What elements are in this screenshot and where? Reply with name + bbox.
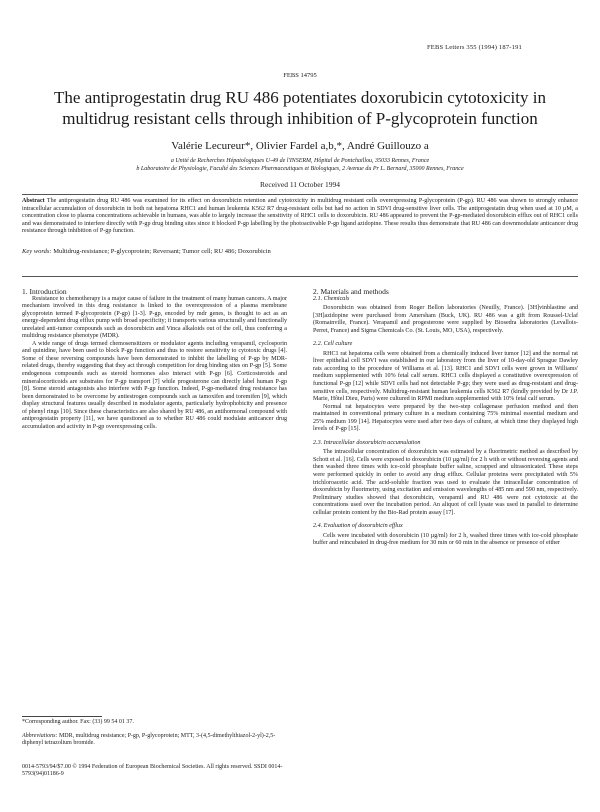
paper-title: The antiprogestatin drug RU 486 potentiates doxorubicin cytotoxicity in multidrug resistant cells through inhibition of P-glycoprotein function: [54, 88, 546, 128]
section-heading-methods: 2. Materials and methods: [313, 287, 389, 296]
keywords: [22, 248, 578, 256]
article-id: FEBS 14795: [283, 72, 317, 79]
intro-paragraph-1: Resistance to chemotherapy is a major cause of failure in the treatment of many human cancers. A major mechanism involved in this drug resistance is linked to the overexpression of a plasma membrane glycoprotein termed P-glycoprotein (P-gp) [1-3]. P-gp, encoded by mdr genes, is thought to act as an energy-dependent drug efflux pump with broad specificity; it transports various structurally and functionally unrelated anti-tumor compounds such as doxorubicin and Vinca alkaloids out of the cell, thus conferring a multidrug resistance phenotype (MDR).: [22, 295, 287, 340]
abstract: [22, 198, 578, 236]
copyright-notice: 0014-5793/94/$7.00 © 1994 Federation of European Biochemical Societies. All rights reserved. SSDI 0014-5793(94)01186-9: [22, 764, 283, 778]
left-column: [22, 288, 287, 431]
abstract-text: The antiprogestatin drug RU 486 was examined for its effect on doxorubicin retention and cytotoxicity in multidrug resistant cells overexpressing P-glycoprotein (P-gp). RU 486 was shown to strongly enhance intracellular accumulation of doxorubicin in both rat hepatoma RHC1 and human leukemia K562 R7 drug-resistant cells but had no action in SDVI drug-sensitive liver cells. The antiprogestatin drug when used at 10 µM, a concentration close to plasma concentrations achievable in humans, was able to largely increase the sensitivity of RHC1 cells to doxorubicin. RU 486 appeared to prevent the P-gp-mediated doxorubicin efflux out of RHC1 cells and was demonstrated to interfere directly with P-gp drug binding sites since it blocked P-gp labelling by the photoactivable P-gp ligand azidopine. These results thus demonstrate that RU 486 can downmodulate anticancer drug resistance through inhibition of P-gp function.: [22, 198, 578, 235]
footnote-divider: [22, 716, 102, 717]
subsection-text-efflux: Cells were incubated with doxorubicin (10 µg/ml) for 2 h, washed three times with ice-cold phosphate buffer and reincubated in drug-free medium for 30 min or 60 min in the absence or presence of either: [313, 532, 578, 547]
subsection-title-cell-culture: 2.2. Cell culture: [313, 341, 353, 348]
abstract-label: Abstract: [22, 198, 45, 204]
subsection-text-cell-culture-2: Normal rat hepatocytes were prepared by the two-step collagenase perfusion method and then maintained in conventional primary culture in a medium containing 75% minimal essential medium and 25% medium 199 [14]. Hepatocytes were used after two days of culture, at which time they displayed high levels of P-gp [15].: [313, 403, 578, 433]
subsection-text-accumulation: The intracellular concentration of doxorubicin was estimated by a fluorimetric method as described by Schott et al. [16]. Cells were exposed to doxorubicin (10 µg/ml) for 2 h with or without reversing agents and then washed three times with ice-cold phosphate buffer saline, scrapped and ultrasonicated. These steps were performed quickly in order to avoid any drug efflux. Cellular proteins were precipitated with 5% trichloroacetic acid. The acid-soluble fraction was used to evaluate the intracellular concentration of doxorubicin by fluorimetry, using excitation and emission wavelengths of 485 nm and 590 nm, respectively. Preliminary studies showed that doxorubicin, verapamil and RU 486 were not cytotoxic at the concentrations used over the incubation period. An aliquot of cell lysate was used in parallel to determine cellular protein content by the Bio-Rad protein assay [17].: [313, 449, 578, 516]
right-column: [313, 288, 578, 548]
divider-top: [22, 194, 578, 195]
intro-paragraph-2: A wide range of drugs termed chemosensitizers or modulator agents including verapamil, cyclosporin and quinidine, have been used to block P-gp function and thus to restore sensitivity to cytotoxic drugs [4]. Some of these reversing compounds have been demonstrated to inhibit the labelling of P-gp by MDR-related drugs, thereby suggesting that they act through competition for drug binding sites on P-gp [5]. Some endogenous compounds such as steroid hormones also interact with P-gp [6]. Corticosteroids and mineralocorticoids are substrates for P-gp transport [7] while progesterone can directly label human P-gp [8]. Some steroid antagonists also interfere with P-gp function. Indeed, P-gp-mediated drug resistance has been demonstrated to be overcome by antiestrogen compounds such as tamoxifen and toremifen [9], which display structural features usually described in modulator agents, particularly hydrophobicity and presence of phenyl rings [10]. Since these characteristics are also shared by RU 486, an antihormonal compound with antiprogestatin property [11], we have questioned as to whether RU 486 could modulate anticancer drug accumulation and activity in P-gp overexpressing cells.: [22, 340, 287, 430]
subsection-title-chemicals: 2.1. Chemicals: [313, 295, 350, 302]
affiliation-1: a Unité de Recherches Hépatologiques U-49 de l'INSERM, Hôpital de Pontchaillou, 35033 Rennes, France: [170, 158, 430, 164]
subsection-text-chemicals: Doxorubicin was obtained from Roger Bellon laboratories (Neuilly, France). [3H]vinblastine and [3H]azidopine were purchased from Amersham (Buck, UK). RU 486 was a gift from Roussel-Uclaf (Romainville, France). Verapamil and progesterone were supplied by Biosedra laboratories (Levallois-Perret, France) and Sigma Chemicals Co. (St. Louis, MO, USA), respectively.: [313, 305, 578, 334]
abbreviations-text: MDR, multidrug resistance; P-gp, P-glycoprotein; MTT, 3-(4,5-dimethylthiazol-2-yl)-2,5-diphenyl tetrazolium bromide.: [22, 733, 276, 747]
subsection-title-efflux: 2.4. Evaluation of doxorubicin efflux: [313, 523, 403, 530]
received-date: Received 11 October 1994: [260, 180, 340, 189]
divider-bottom: [22, 276, 578, 277]
author-list: Valérie Lecureur*, Olivier Fardel a,b,*, André Guillouzo a: [171, 140, 429, 152]
section-heading-introduction: 1. Introduction: [22, 287, 67, 296]
abbreviations-note: [22, 733, 287, 748]
keywords-label: Key words:: [22, 248, 52, 255]
abbreviations-label: Abbreviations:: [22, 733, 58, 739]
subsection-text-cell-culture: RHC1 rat hepatoma cells were obtained from a chemically induced liver tumor [12] and the normal rat liver epithelial cell SDVI was established in our laboratory from the liver of 10-day-old Sprague Dawley rats according to the procedure of Williams et al. [13]. RHC1 and SDVI cells were grown in Williams' medium supplemented with 10% fetal calf serum. RHC1 cells displayed a constitutive overexpression of functional P-gp [12] while SDVI cells had not detectable P-gp; they were used as drug-resistant and drug-sensitive cells, respectively. Multidrug-resistant human leukemia cells K562 R7 (kindly provided by Dr J.P. Marie, Hôtel Dieu, Paris) were cultured in RPMI medium supplemented with 10% fetal calf serum.: [313, 350, 578, 403]
corresponding-author-note: *Corresponding author. Fax: (33) 99 54 01 37.: [22, 719, 134, 725]
subsection-title-accumulation: 2.3. Intracellular doxorubicin accumulation: [313, 439, 421, 446]
journal-reference: FEBS Letters 355 (1994) 187-191: [426, 44, 522, 51]
affiliation-2: b Laboratoire de Physiologie, Faculté des Sciences Pharmaceutiques et Biologiques, 2 Avenue du Pr L. Bernard, 35000 Rennes, France: [136, 166, 464, 172]
keywords-text: Multidrug-resistance; P-glycoprotein; Reversant; Tumor cell; RU 486; Doxorubicin: [53, 248, 271, 255]
